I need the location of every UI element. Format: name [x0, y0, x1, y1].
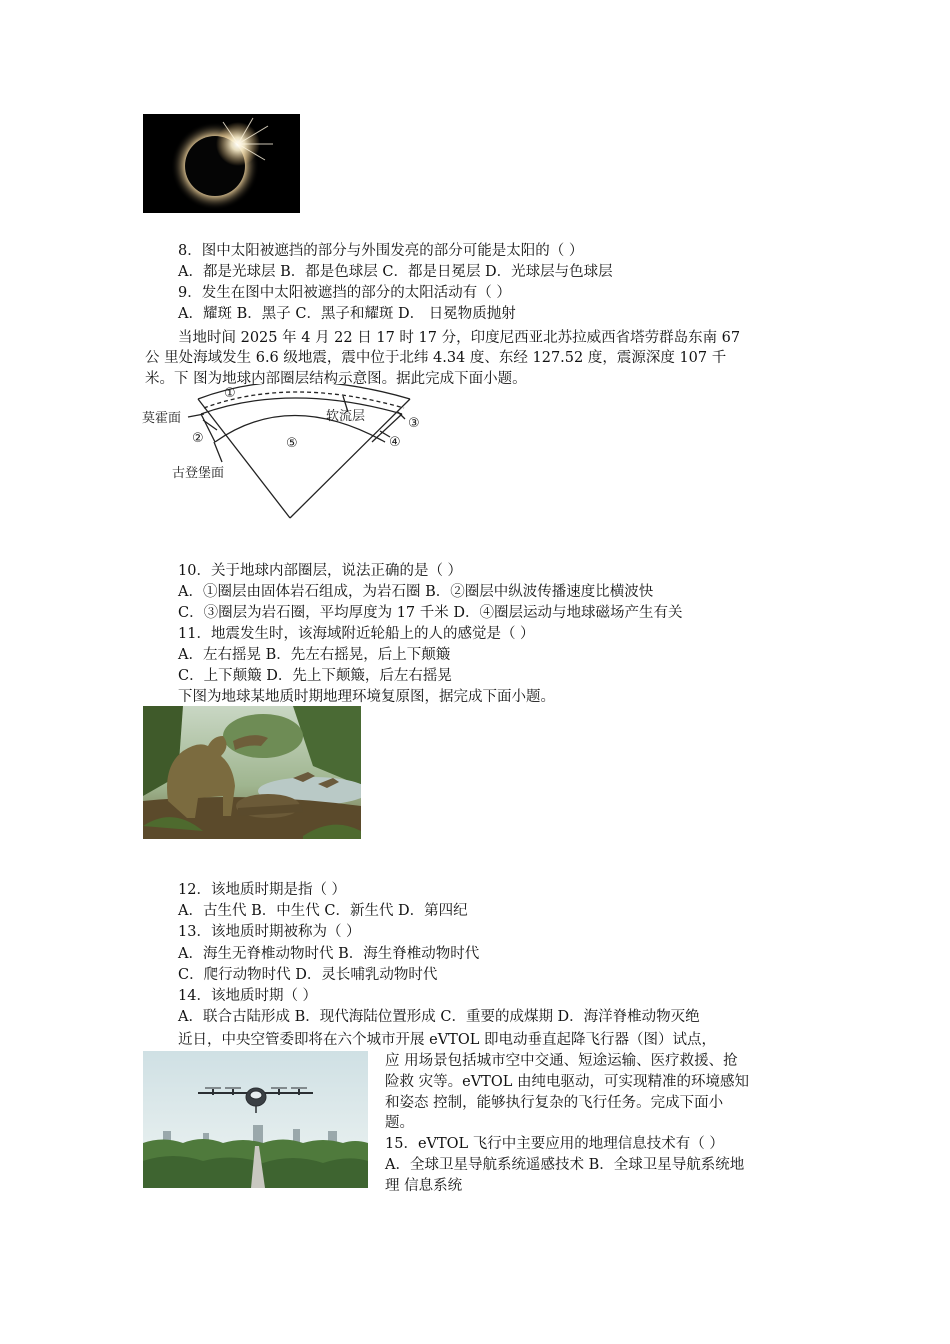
- question-10-stem: 10．关于地球内部圈层，说法正确的是（ ）: [178, 563, 463, 579]
- question-13-stem: 13．该地质时期被称为（ ）: [178, 924, 361, 940]
- eclipse-photo: [143, 114, 300, 213]
- question-13-options-ab: A．海生无脊椎动物时代 B．海生脊椎动物时代: [178, 946, 480, 962]
- question-10-options-cd: C．③圈层为岩石圈，平均厚度为 17 千米 D．④圈层运动与地球磁场产生有关: [178, 605, 683, 621]
- earthquake-intro-line-1: 当地时间 2025 年 4 月 22 日 17 时 17 分，印度尼西亚北苏拉威西省塔劳群岛东南 67: [178, 330, 741, 346]
- question-15-options-line-1: A．全球卫星导航系统遥感技术 B．全球卫星导航系统地: [385, 1157, 745, 1173]
- question-15-stem: 15．eVTOL 飞行中主要应用的地理信息技术有（ ）: [385, 1136, 724, 1152]
- evtol-intro-line-3: 险救 灾等。eVTOL 由纯电驱动，可实现精准的环境感知: [385, 1074, 749, 1090]
- layer-2-label: ②: [192, 431, 204, 446]
- question-9-options: A．耀斑 B．黑子 C．黑子和耀斑 D． 日冕物质抛射: [178, 306, 516, 322]
- question-15-options-line-2: 理 信息系统: [385, 1178, 463, 1194]
- earthquake-intro-line-3: 米。下 图为地球内部圈层结构示意图。据此完成下面小题。: [145, 371, 527, 387]
- layer-5-label: ⑤: [286, 436, 298, 451]
- earth-interior-diagram: [140, 384, 440, 524]
- asthenosphere-label: 软流层: [326, 409, 366, 424]
- dinosaur-reconstruction-image: [143, 706, 361, 839]
- question-10-options-ab: A．①圈层由固体岩石组成，为岩石圈 B．②圈层中纵波传播速度比横波快: [178, 584, 654, 600]
- question-8-stem: 8．图中太阳被遮挡的部分与外围发亮的部分可能是太阳的（ ）: [178, 243, 584, 259]
- question-11-options-ab: A．左右摇晃 B．先左右摇晃，后上下颠簸: [178, 647, 451, 663]
- question-12-options: A．古生代 B．中生代 C．新生代 D．第四纪: [178, 903, 468, 919]
- layer-1-label: ①: [224, 386, 236, 401]
- fossil-intro: 下图为地球某地质时期地理环境复原图，据完成下面小题。: [178, 689, 555, 705]
- layer-4-label: ④: [389, 435, 401, 450]
- gutenberg-label: 古登堡面: [172, 466, 225, 481]
- earthquake-intro-line-2: 公 里处海域发生 6.6 级地震，震中位于北纬 4.34 度、东经 127.52 度，震源深度 107 千: [145, 350, 727, 366]
- evtol-intro-line-4: 和姿态 控制，能够执行复杂的飞行任务。完成下面小: [385, 1095, 724, 1111]
- moho-label: 莫霍面: [142, 411, 182, 426]
- question-8-options: A．都是光球层 B．都是色球层 C．都是日冕层 D．光球层与色球层: [178, 264, 613, 280]
- evtol-intro-line-5: 题。: [385, 1115, 414, 1131]
- question-12-stem: 12．该地质时期是指（ ）: [178, 882, 347, 898]
- question-11-options-cd: C．上下颠簸 D．先上下颠簸，后左右摇晃: [178, 668, 452, 684]
- question-11-stem: 11．地震发生时，该海域附近轮船上的人的感觉是（ ）: [178, 626, 535, 642]
- layer-3-label: ③: [408, 416, 420, 431]
- question-9-stem: 9．发生在图中太阳被遮挡的部分的太阳活动有（ ）: [178, 285, 511, 301]
- question-14-options: A．联合古陆形成 B．现代海陆位置形成 C．重要的成煤期 D．海洋脊椎动物灭绝: [178, 1009, 700, 1025]
- evtol-aircraft-photo: [143, 1051, 368, 1188]
- question-13-options-cd: C．爬行动物时代 D．灵长哺乳动物时代: [178, 967, 438, 983]
- evtol-intro-line-1: 近日，中央空管委即将在六个城市开展 eVTOL 即电动垂直起降飞行器（图）试点，: [178, 1032, 716, 1048]
- question-14-stem: 14．该地质时期（ ）: [178, 988, 318, 1004]
- evtol-intro-line-2: 应 用场景包括城市空中交通、短途运输、医疗救援、抢: [385, 1053, 738, 1069]
